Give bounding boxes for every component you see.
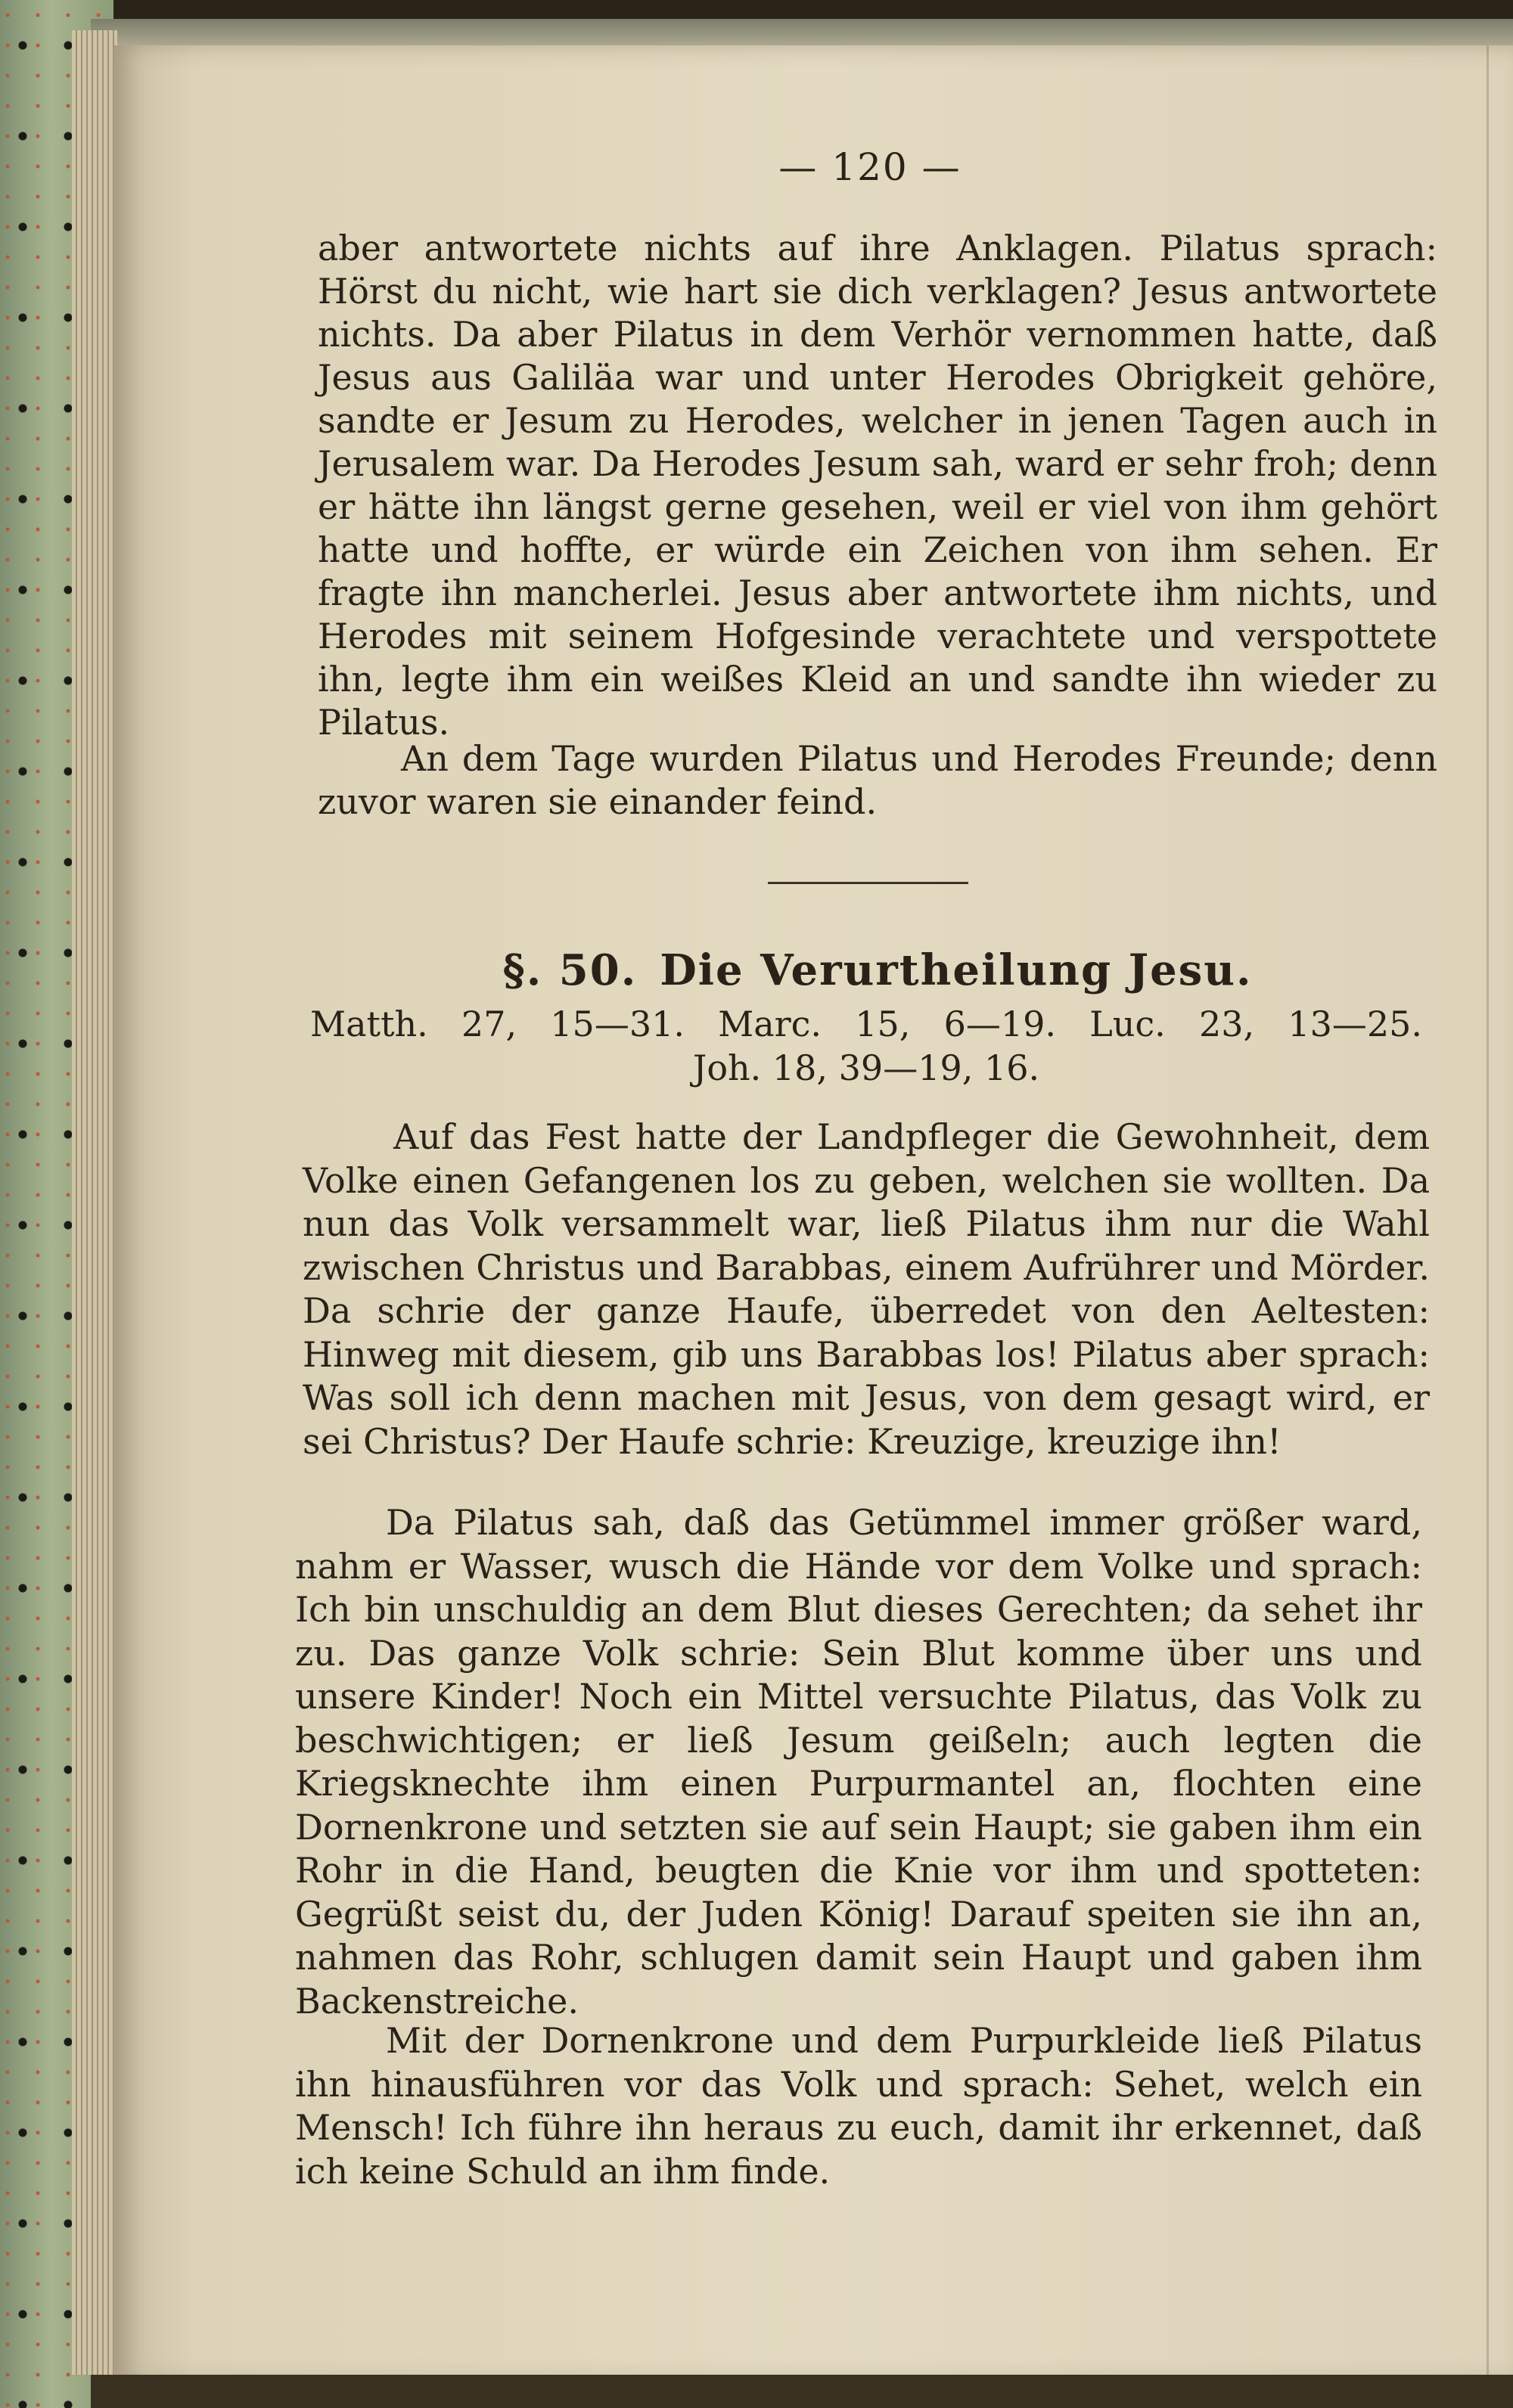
bottom-edge — [91, 2375, 1513, 2408]
scripture-references — [310, 1002, 1422, 1090]
paragraph: Mit der Dornenkrone und dem Purpurkleide ließ Pilatus ihn hinausführen vor das Volk und sprach: Sehet, welch ein Mensch! Ich führe ihn heraus zu euch, damit ihr erkennet, daß ich keine Schuld an ihm finde. — [295, 2020, 1422, 2192]
page-fold — [1487, 45, 1489, 2375]
paragraph: An dem Tage wurden Pilatus und Herodes Freunde; denn zuvor waren sie einander feind. — [318, 738, 1437, 822]
page-number: — 120 — — [778, 145, 962, 189]
page-edges — [72, 30, 117, 2375]
references-line-1: Matth. 27, 15—31. Marc. 15, 6—19. Luc. 23, 13—25. — [310, 1004, 1422, 1044]
paragraph: Da Pilatus sah, daß das Getümmel immer größer ward, nahm er Wasser, wusch die Hände vor dem Volke und sprach: Ich bin unschuldig an dem Blut dieses Gerechten; da sehet ihr zu. Das ganze Volk schrie: Sein Blut komme über uns und unsere Kinder! Noch ein Mittel versuchte Pilatus, das Volk zu beschwichtigen; er ließ Jesum geißeln; auch legten die Kriegsknechte ihm einen Purpurmantel an, flochten eine Dornenkrone und setzten sie auf sein Haupt; sie gaben ihm ein Rohr in die Hand, beugten die Knie vor ihm und spotteten: Gegrüßt seist du, der Juden König! Darauf speiten sie ihn an, nahmen das Rohr, schlugen damit sein Haupt und gaben ihm Backenstreiche. — [295, 1502, 1422, 2022]
section-heading — [303, 945, 1452, 995]
section-number: §. 50. — [502, 945, 638, 995]
section-title: Die Verurtheilung Jesu. — [660, 945, 1253, 995]
references-line-2: Joh. 18, 39—19, 16. — [692, 1047, 1040, 1088]
section-divider — [768, 882, 968, 884]
paragraph: Auf das Fest hatte der Landpfleger die Gewohnheit, dem Volke einen Gefangenen los zu geben, welchen sie wollten. Da nun das Volk versammelt war, ließ Pilatus ihm nur die Wahl zwischen Christus und Barabbas, einem Aufrührer und Mörder. Da schrie der ganze Haufe, überredet von den Aeltesten: Hinweg mit diesem, gib uns Barabbas los! Pilatus aber sprach: Was soll ich denn machen mit Jesus, von dem gesagt wird, er sei Christus? Der Haufe schrie: Kreuzige, kreuzige ihn! — [303, 1116, 1430, 1462]
paragraph: aber antwortete nichts auf ihre Anklagen. Pilatus sprach: Hörst du nicht, wie hart sie dich verklagen? Jesus antwortete nichts. Da aber Pilatus in dem Verhör vernommen hatte, daß Jesus aus Galiläa war und unter Herodes Obrigkeit gehöre, sandte er Jesum zu Herodes, welcher in jenen Tagen auch in Jerusalem war. Da Herodes Jesum sah, ward er sehr froh; denn er hätte ihn längst gerne gesehen, weil er viel von ihm gehört hatte und hoffte, er würde ein Zeichen von ihm sehen. Er fragte ihn mancherlei. Jesus aber antwortete ihm nichts, und Herodes mit seinem Hofgesinde verachtete und verspottete ihn, legte ihm ein weißes Kleid an und sandte ihn wieder zu Pilatus. — [318, 228, 1437, 743]
